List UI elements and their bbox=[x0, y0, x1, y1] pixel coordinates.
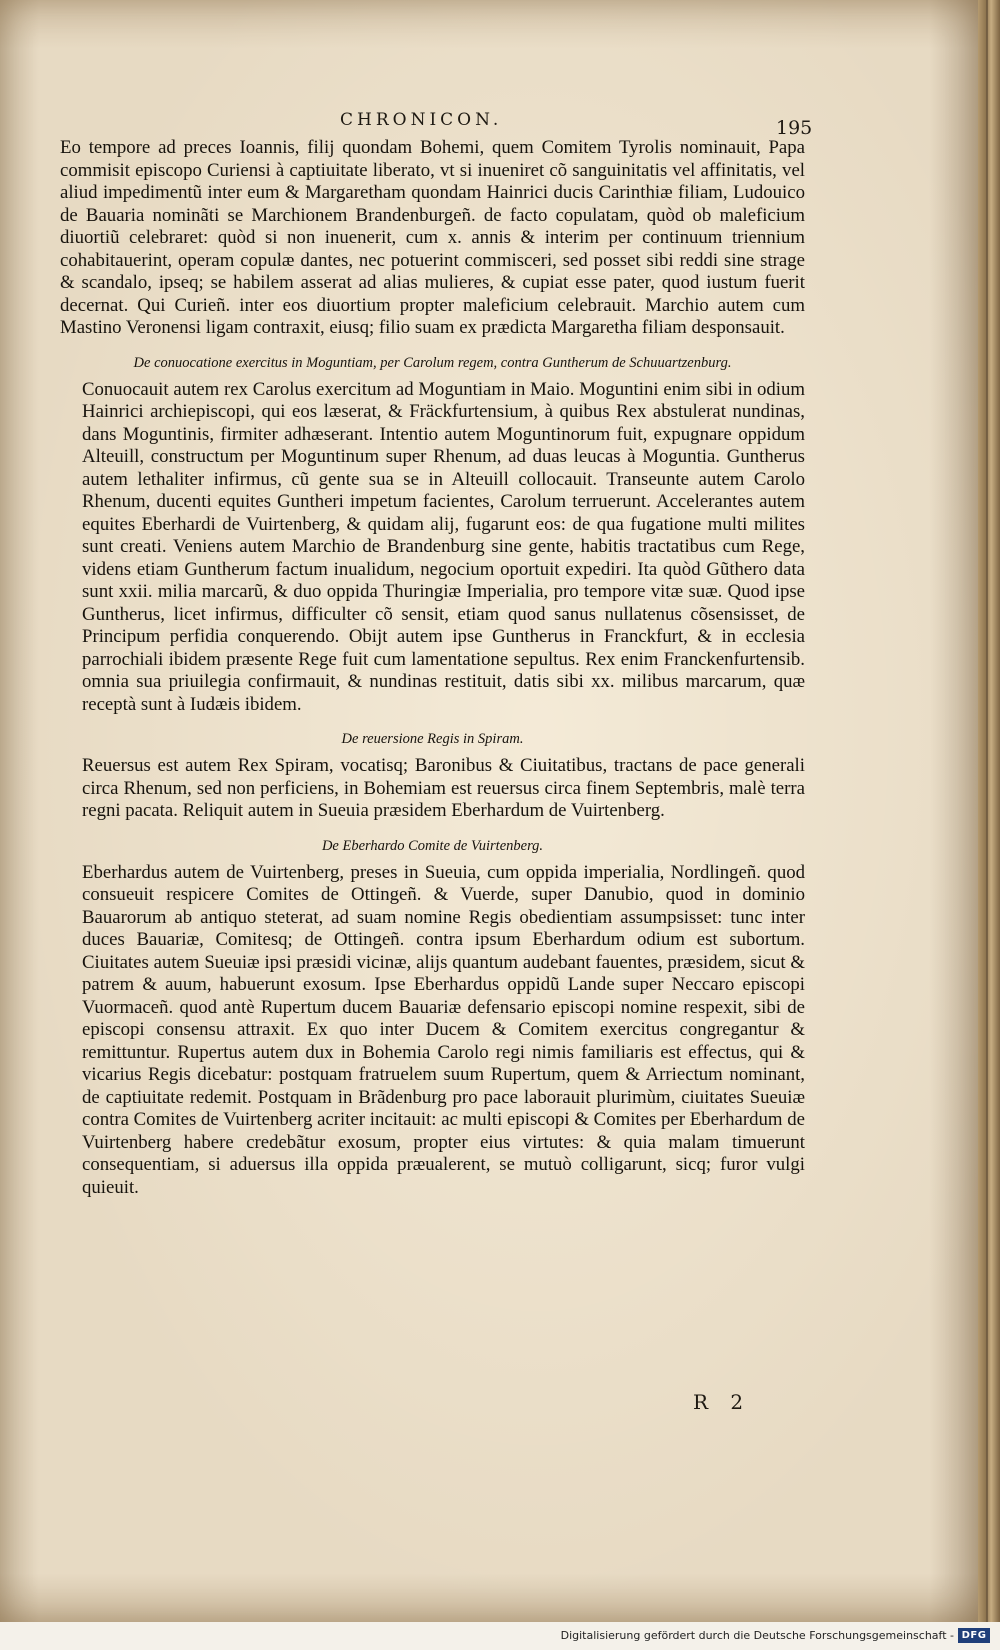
dfg-logo: DFG bbox=[958, 1628, 990, 1643]
footer-credit: Digitalisierung gefördert durch die Deutsche Forschungsgemeinschaft - bbox=[560, 1629, 954, 1642]
binding-shadow bbox=[986, 0, 988, 1622]
page-number: 195 bbox=[776, 117, 813, 139]
section-heading-eberhardo: De Eberhardo Comite de Vuirtenberg. bbox=[321, 837, 544, 854]
paragraph-conuocatione: Conuocauit autem rex Carolus exercitum ad Moguntiam in Maio. Moguntini enim sibi in odium Hainrici archiepiscopi, qui eos læserat, & Fräckfurtensium, à quibus Rex abstulerat nundinas, dans Moguntinis, firmiter adhæserant. Intentio autem Moguntinorum fuit, expugnare oppidum Alteuill, constructum per Moguntinum super Rhenum, ad duas leucas à Moguntia. Guntherus autem lethaliter infirmus, cũ gente sua se in Alteuill collocauit. Transeunte autem Carolo Rhenum, ducenti equites Guntheri impetum facientes, Carolum terruerunt. Accelerantes autem equites Eberhardi de Vuirtenberg, & quidam alij, fugarunt eos: de qua fugatione multi milites sunt creati. Veniens autem Marchio de Brandenburg sine gente, habitis tractatibus cum Rege, videns etiam Guntherum factum inualidum, negocium oportuit expediri. Ita quòd Gũthero data sunt xxii. milia marcarũ, & duo oppida Thuringiæ Imperialia, pro tempore vitæ suæ. Quod ipse Guntherus, licet infirmus, difficulter cõ sensit, etiam quod sanus nullatenus cõsensisset, de Principum perfidia conquerendo. Obijt autem ipse Guntherus in Franckfurt, & in ecclesia parrochiali ibidem præsente Rege fuit cum lamentatione sepultus. Rex enim Franckenfurtensib. omnia sua priuilegia confirmauit, & nundinas restituit, datis sibi xx. milibus marcarum, quæ receptà sunt à Iudæis ibidem. bbox=[82, 378, 805, 715]
signature-mark: R 2 bbox=[693, 1390, 752, 1414]
paragraph-reuersione: Reuersus est autem Rex Spiram, vocatisq; Baronibus & Ciuitatibus, tractans de pace generali circa Rhenum, sed non perficiens, in Bohemiam est reuersus circa finem Septembris, malè terra regni pacata. Reliquit autem in Sueuia præsidem Eberhardum de Vuirtenberg. bbox=[82, 755, 805, 821]
section-heading-reuersione: De reuersione Regis in Spiram. bbox=[341, 731, 524, 747]
running-head: CHRONICON. bbox=[340, 110, 503, 130]
paragraph-eberhardo: Eberhardus autem de Vuirtenberg, preses in Sueuia, cum oppida imperialia, Nordlingeñ. quod consueuit respicere Comites de Ottingeñ. & Vuerde, super Danubio, quod in dominio Bauarorum ab antiquo steterat, ad suam nomine Regis obedientiam assumpsisset: tunc inter duces Bauariæ, Comitesq; de Ottingeñ. contra ipsum Eberhardum odium est subortum. Ciuitates autem Sueuiæ ipsi præsidi vicinæ, alijs quantum audebant fauentes, præsidem, sicut & patrem & auum, habuerunt exosum. Ipse Eberhardus oppidũ Lande super Neccaro episcopi Vuormaceñ. quod antè Rupertum ducem Bauariæ defensario episcopi nomine respexit, sibi de episcopi consensu attraxit. Ex quo inter Ducem & Comitem exercitus congregantur & remittuntur. Rupertus autem dux in Bohemia Carolo regi nimis familiaris est effectus, qui & vicarius Regis dicebatur: postquam fratruelem suum Rupertum, quem & Arriectum nominant, de captiuitate redemit. Postquam in Brãdenburg pro pace laborauit plurimùm, ciuitates Sueuiæ contra Comites de Vuirtenberg acriter incitauit: ac multi episcopi & Comites per Eberhardum de Vuirtenberg habere credebãtur exosum, propter eius virtutes: & quia malam timuerunt consequentiam, si aduersus illa oppida præualerent, se mutuò colligarunt, sicq; furor vulgi quieuit. bbox=[82, 861, 805, 1198]
paragraph-intro: Eo tempore ad preces Ioannis, filij quondam Bohemi, quem Comitem Tyrolis nominauit, Papa commisit episcopo Curiensi à captiuitate liberato, vt si inueniret cõ sanguinitatis vel affinitatis, vel aliud impedimentũ inter eum & Margaretham quondam Hainrici ducis Carinthiæ filiam, Ludouico de Bauaria nominãti se Marchionem Brandenburgeñ. de facto copulatam, quòd ob maleficium diuortiũ celebraret: quòd si non inuenerit, cum x. annis & interim per continuum triennium cohabitauerint, operam copulæ dantes, nec potuerint commisceri, sed posset sibi reddi sine strage & scandalo, ipseq; se habilem asserat ad alias mulieres, & cupiat esse pater, quod iustum fuerit decernat. Qui Curieñ. inter eos diuortium propter maleficium celebrauit. Marchio autem cum Mastino Veronensi ligam contraxit, eiusq; filio suam ex prædicta Margaretha filiam desponsauit. bbox=[60, 137, 805, 338]
text-block bbox=[60, 137, 805, 1199]
page-edge bbox=[978, 0, 1000, 1622]
section-heading-conuocatione: De conuocatione exercitus in Moguntiam, per Carolum regem, contra Guntherum de Schuuartzenburg. bbox=[133, 354, 732, 371]
